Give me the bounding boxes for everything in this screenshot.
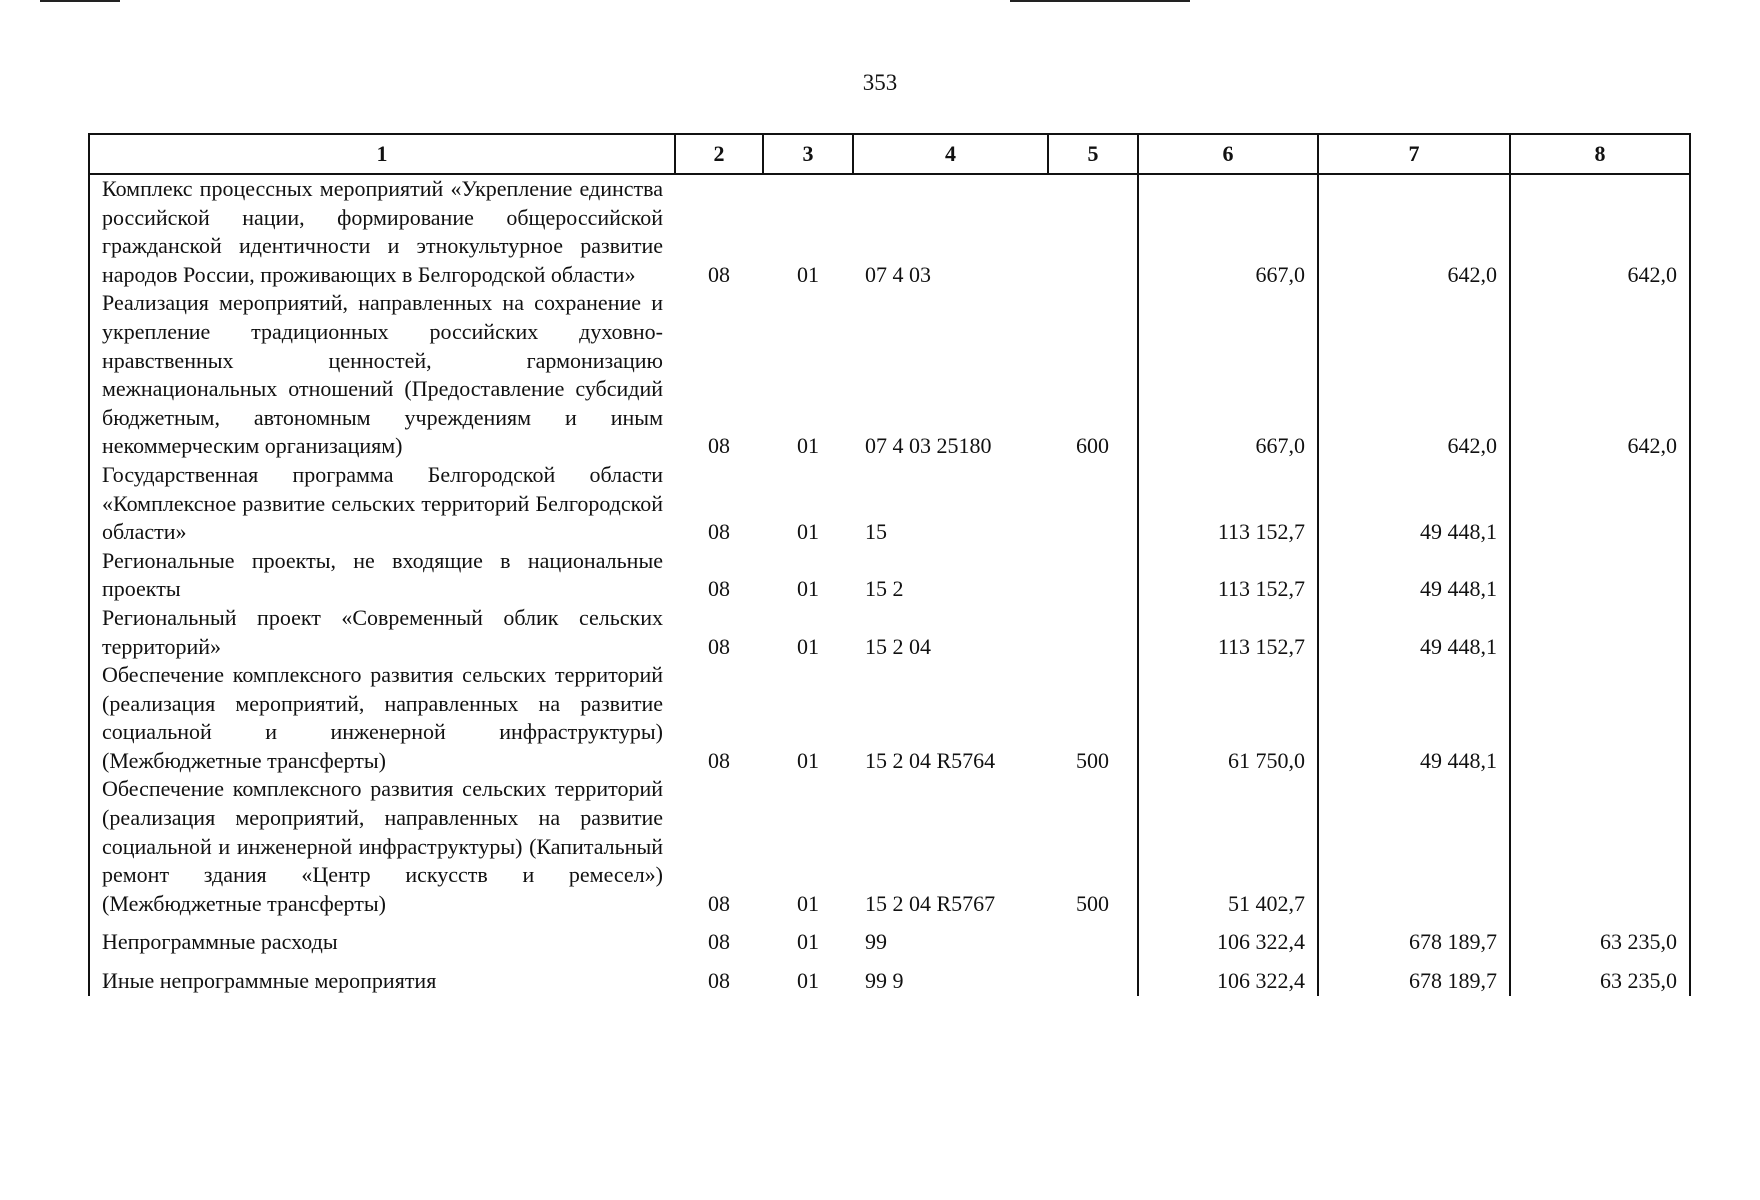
row-section: 08 bbox=[708, 968, 730, 994]
row-amount-year2: 49 448,1 bbox=[1318, 547, 1510, 604]
table-row bbox=[89, 547, 1690, 604]
table-row bbox=[89, 174, 1690, 289]
row-name: Непрограммные расходы bbox=[89, 918, 675, 957]
row-subsection: 01 bbox=[797, 261, 819, 287]
table-row bbox=[89, 661, 1690, 775]
row-subsection: 01 bbox=[797, 968, 819, 994]
table-row bbox=[89, 289, 1690, 461]
row-expense-type bbox=[1048, 918, 1138, 957]
row-amount-year1: 61 750,0 bbox=[1138, 661, 1318, 775]
row-amount-year2: 642,0 bbox=[1318, 174, 1510, 289]
column-header-1: 1 bbox=[89, 134, 675, 174]
column-header-4: 4 bbox=[853, 134, 1048, 174]
row-amount-year2: 49 448,1 bbox=[1318, 604, 1510, 661]
row-subsection: 01 bbox=[797, 929, 819, 955]
row-expense-type bbox=[1048, 547, 1138, 604]
row-amount-year2 bbox=[1318, 775, 1510, 918]
row-amount-year1: 667,0 bbox=[1138, 174, 1318, 289]
row-name: Региональные проекты, не входящие в национальные проекты bbox=[89, 547, 675, 604]
row-amount-year2: 642,0 bbox=[1318, 289, 1510, 461]
row-expense-type: 500 bbox=[1076, 747, 1109, 773]
table-row bbox=[89, 775, 1690, 918]
row-name: Реализация мероприятий, направленных на сохранение и укрепление традиционных российских духовно-нравственных ценностей, гармонизацию межнациональных отношений (Предоставление субсидий бюджетным, автономным учреждениям и иным некоммерческим организациям) bbox=[89, 289, 675, 461]
row-name: Обеспечение комплексного развития сельских территорий (реализация мероприятий, направленных на развитие социальной и инженерной инфраструктуры) (Капитальный ремонт здания «Центр искусств и ремесел») (Межбюджетные трансферты) bbox=[89, 775, 675, 918]
row-section: 08 bbox=[708, 890, 730, 916]
table-row bbox=[89, 461, 1690, 547]
row-name: Иные непрограммные мероприятия bbox=[89, 957, 675, 996]
row-target-article: 15 2 04 R5764 bbox=[865, 747, 996, 773]
row-amount-year1: 667,0 bbox=[1138, 289, 1318, 461]
row-subsection: 01 bbox=[797, 747, 819, 773]
row-subsection: 01 bbox=[797, 433, 819, 459]
row-section: 08 bbox=[708, 433, 730, 459]
row-amount-year1: 106 322,4 bbox=[1138, 957, 1318, 996]
row-section: 08 bbox=[708, 261, 730, 287]
row-expense-type bbox=[1048, 461, 1138, 547]
row-name: Обеспечение комплексного развития сельских территорий (реализация мероприятий, направленных на развитие социальной и инженерной инфраструктуры) (Межбюджетные трансферты) bbox=[89, 661, 675, 775]
row-amount-year3 bbox=[1510, 775, 1690, 918]
row-section: 08 bbox=[708, 576, 730, 602]
row-amount-year2: 49 448,1 bbox=[1318, 461, 1510, 547]
row-amount-year2: 678 189,7 bbox=[1318, 918, 1510, 957]
row-amount-year3 bbox=[1510, 661, 1690, 775]
row-name: Региональный проект «Современный облик сельских территорий» bbox=[89, 604, 675, 661]
table-row bbox=[89, 604, 1690, 661]
page-number: 353 bbox=[862, 70, 898, 95]
row-expense-type bbox=[1048, 604, 1138, 661]
top-edge-mark-right bbox=[1010, 0, 1190, 2]
row-amount-year1: 51 402,7 bbox=[1138, 775, 1318, 918]
row-target-article: 99 9 bbox=[865, 968, 904, 994]
table-row bbox=[89, 918, 1690, 957]
row-target-article: 15 2 04 bbox=[865, 633, 931, 659]
row-subsection: 01 bbox=[797, 519, 819, 545]
row-amount-year3: 63 235,0 bbox=[1510, 918, 1690, 957]
row-amount-year3: 63 235,0 bbox=[1510, 957, 1690, 996]
row-section: 08 bbox=[708, 519, 730, 545]
column-header-6: 6 bbox=[1138, 134, 1318, 174]
row-target-article: 07 4 03 bbox=[865, 261, 931, 287]
budget-table bbox=[88, 133, 1691, 996]
row-expense-type: 600 bbox=[1076, 433, 1109, 459]
row-subsection: 01 bbox=[797, 576, 819, 602]
row-section: 08 bbox=[708, 747, 730, 773]
table-row bbox=[89, 957, 1690, 996]
column-header-2: 2 bbox=[675, 134, 763, 174]
row-amount-year2: 49 448,1 bbox=[1318, 661, 1510, 775]
row-amount-year1: 113 152,7 bbox=[1138, 461, 1318, 547]
row-expense-type bbox=[1048, 957, 1138, 996]
row-amount-year3 bbox=[1510, 604, 1690, 661]
column-header-7: 7 bbox=[1318, 134, 1510, 174]
row-amount-year1: 106 322,4 bbox=[1138, 918, 1318, 957]
row-subsection: 01 bbox=[797, 890, 819, 916]
row-expense-type bbox=[1048, 174, 1138, 289]
row-section: 08 bbox=[708, 633, 730, 659]
top-edge-mark-left bbox=[40, 0, 120, 2]
row-expense-type: 500 bbox=[1076, 890, 1109, 916]
table-header-row bbox=[89, 134, 1690, 174]
row-amount-year3: 642,0 bbox=[1510, 289, 1690, 461]
row-name: Комплекс процессных мероприятий «Укрепление единства российской нации, формирование общероссийской гражданской идентичности и этнокультурное развитие народов России, проживающих в Белгородской области» bbox=[89, 174, 675, 289]
column-header-3: 3 bbox=[763, 134, 853, 174]
row-amount-year3 bbox=[1510, 547, 1690, 604]
row-section: 08 bbox=[708, 929, 730, 955]
row-target-article: 99 bbox=[865, 929, 887, 955]
row-amount-year1: 113 152,7 bbox=[1138, 604, 1318, 661]
row-target-article: 07 4 03 25180 bbox=[865, 433, 992, 459]
row-subsection: 01 bbox=[797, 633, 819, 659]
row-target-article: 15 bbox=[865, 519, 887, 545]
column-header-5: 5 bbox=[1048, 134, 1138, 174]
row-target-article: 15 2 bbox=[865, 576, 904, 602]
row-amount-year3: 642,0 bbox=[1510, 174, 1690, 289]
row-amount-year3 bbox=[1510, 461, 1690, 547]
column-header-8: 8 bbox=[1510, 134, 1690, 174]
row-amount-year1: 113 152,7 bbox=[1138, 547, 1318, 604]
row-target-article: 15 2 04 R5767 bbox=[865, 890, 996, 916]
row-name: Государственная программа Белгородской области «Комплексное развитие сельских территорий Белгородской области» bbox=[89, 461, 675, 547]
row-amount-year2: 678 189,7 bbox=[1318, 957, 1510, 996]
